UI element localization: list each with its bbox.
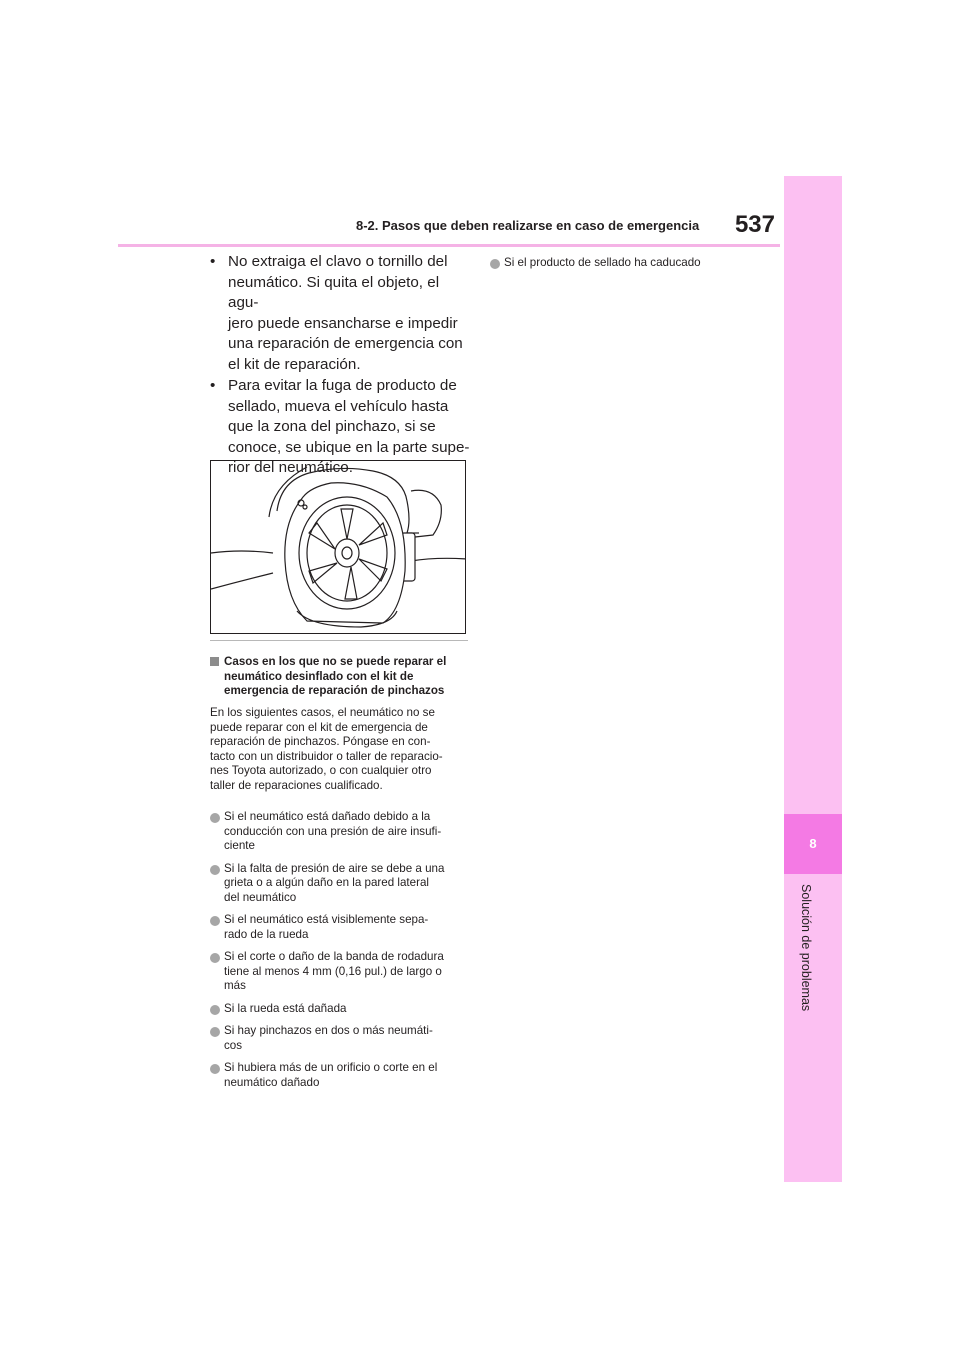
list-item	[210, 1002, 472, 1017]
left-column-bullets	[210, 252, 472, 480]
list-item-line: Si el corte o daño de la banda de rodadura	[224, 950, 444, 963]
circle-bullet-icon	[210, 1027, 220, 1037]
list-item-line: Si hubiera más de un orificio o corte en el	[224, 1061, 438, 1074]
list-item	[210, 810, 472, 854]
bullet-line: una reparación de emergencia con	[228, 335, 463, 352]
tire-illustration	[210, 460, 466, 634]
list-item-line: neumático dañado	[224, 1075, 320, 1089]
circle-bullet-icon	[210, 813, 220, 823]
list-item-line: Si el neumático está visiblemente sepa-	[224, 913, 429, 926]
paragraph-line: taller de reparaciones cualificado.	[210, 778, 383, 792]
intro-paragraph	[210, 706, 472, 793]
list-item-line: grieta o a algún daño en la pared lateral	[224, 876, 429, 889]
section-heading	[210, 655, 472, 699]
list-item	[210, 1024, 472, 1053]
list-item-line: Si la rueda está dañada	[224, 1001, 347, 1015]
circle-bullet-icon	[210, 953, 220, 963]
list-item	[210, 913, 472, 942]
circle-bullet-icon	[210, 1005, 220, 1015]
circle-bullet-icon	[210, 865, 220, 875]
bullet-marker: •	[210, 377, 216, 394]
cases-list	[210, 810, 472, 1098]
paragraph-line: nes Toyota autorizado, o con cualquier otro	[210, 764, 432, 777]
section-heading-line: emergencia de reparación de pinchazos	[224, 684, 445, 697]
bullet-item	[210, 252, 472, 375]
right-column-list	[490, 256, 752, 279]
square-bullet-icon	[210, 657, 219, 666]
bullet-line: conoce, se ubique en la parte supe-	[228, 438, 470, 456]
header-section-title: 8-2. Pasos que deben realizarse en caso de emergencia	[356, 218, 700, 233]
list-item	[490, 256, 752, 271]
list-item	[210, 950, 472, 994]
circle-bullet-icon	[210, 1064, 220, 1074]
header-rule	[118, 244, 780, 247]
paragraph-line: reparación de pinchazos. Póngase en con-	[210, 735, 431, 748]
bullet-line: rior del neumático.	[228, 459, 353, 476]
list-item	[210, 862, 472, 906]
list-item-line: Si el neumático está dañado debido a la	[224, 810, 431, 823]
bullet-line: No extraiga el clavo o tornillo del	[228, 253, 448, 270]
section-heading-line: Casos en los que no se puede reparar el	[224, 655, 447, 668]
list-item	[210, 1061, 472, 1090]
paragraph-line: tacto con un distribuidor o taller de reparacio-	[210, 749, 443, 763]
tire-drawing	[211, 461, 466, 634]
bullet-line: que la zona del pinchazo, si se	[228, 418, 436, 435]
list-item-line: Si la falta de presión de aire se debe a una	[224, 861, 445, 875]
bullet-line: el kit de reparación.	[228, 355, 361, 373]
circle-bullet-icon	[490, 259, 500, 269]
chapter-label: Solución de problemas	[799, 884, 813, 1012]
list-item-line: ciente	[224, 839, 255, 852]
list-item-line: Si hay pinchazos en dos o más neumáti-	[224, 1024, 433, 1037]
bullet-line: jero puede ensancharse e impedir	[228, 314, 458, 332]
bullet-line: sellado, mueva el vehículo hasta	[228, 397, 449, 415]
chapter-side-tab	[784, 176, 842, 1182]
paragraph-line: En los siguientes casos, el neumático no se	[210, 706, 435, 719]
list-item-line: del neumático	[224, 890, 297, 904]
figure-divider	[210, 640, 468, 641]
list-item-line: rado de la rueda	[224, 927, 309, 941]
circle-bullet-icon	[210, 916, 220, 926]
bullet-line: Para evitar la fuga de producto de	[228, 377, 457, 394]
list-item-line: tiene al menos 4 mm (0,16 pul.) de largo o	[224, 964, 442, 978]
section-heading-line: neumático desinflado con el kit de	[224, 669, 414, 683]
chapter-number: 8	[809, 836, 817, 851]
page-number: 537	[734, 211, 775, 238]
bullet-marker: •	[210, 253, 216, 270]
list-item-line: Si el producto de sellado ha caducado	[504, 256, 701, 269]
bullet-line: neumático. Si quita el objeto, el agu-	[228, 273, 440, 311]
list-item-line: más	[224, 979, 246, 992]
list-item-line: conducción con una presión de aire insufi-	[224, 824, 442, 838]
paragraph-line: puede reparar con el kit de emergencia de	[210, 720, 428, 734]
list-item-line: cos	[224, 1038, 243, 1052]
